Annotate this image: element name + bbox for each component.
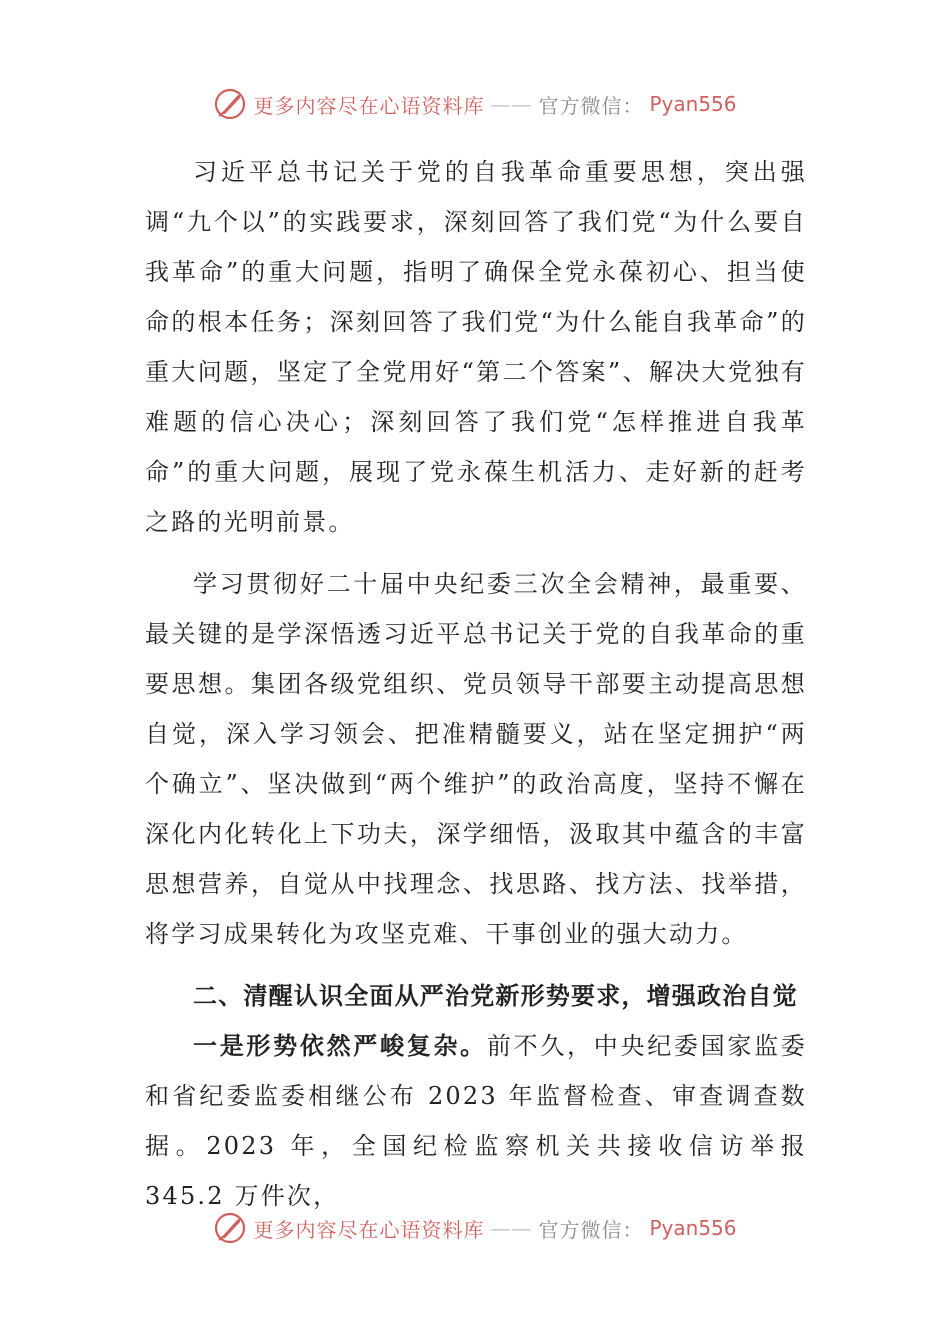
watermark-dash: ——: [490, 92, 533, 116]
quill-logo-icon: [213, 1211, 247, 1245]
watermark-label: 官方微信：: [538, 93, 644, 118]
document-body: [145, 147, 807, 1221]
paragraph-1: 习近平总书记关于党的自我革命重要思想，突出强调“九个以”的实践要求，深刻回答了我们党“为什么要自我革命”的重大问题，指明了确保全党永葆初心、担当使命的根本任务；深刻回答了我们党“为什么能自我革命”的重大问题，坚定了全党用好“第二个答案”、解决大党独有难题的信心决心；深刻回答了我们党“怎样推进自我革命”的重大问题，展现了党永葆生机活力、走好新的赶考之路的光明前景。: [145, 158, 807, 536]
watermark-account: Pyan556: [649, 1216, 737, 1240]
watermark-dash: ——: [490, 1216, 533, 1240]
watermark-brand: 更多内容尽在心语资料库: [253, 1217, 485, 1242]
watermark-header: [0, 84, 950, 124]
watermark-footer: [0, 1208, 950, 1248]
watermark-brand: 更多内容尽在心语资料库: [253, 93, 485, 118]
paragraph-3: [145, 1021, 807, 1221]
watermark-account: Pyan556: [649, 92, 737, 116]
paragraph-3-text: 前不久，中央纪委国家监委和省纪委监委相继公布 2023 年监督检查、审查调查数据。2023 年，全国纪检监察机关共接收信访举报 345.2 万件次，: [145, 1032, 808, 1210]
watermark-label: 官方微信：: [538, 1217, 644, 1242]
quill-logo-icon: [213, 87, 247, 121]
section-heading: 二、清醒认识全面从严治党新形势要求，增强政治自觉: [193, 982, 798, 1010]
paragraph-3-lead: 一是形势依然严峻复杂。: [193, 1032, 487, 1060]
paragraph-2: 学习贯彻好二十届中央纪委三次全会精神，最重要、最关键的是学深悟透习近平总书记关于党的自我革命的重要思想。集团各级党组织、党员领导干部要主动提高思想自觉，深入学习领会、把准精髓要义，站在坚定拥护“两个确立”、坚决做到“两个维护”的政治高度，坚持不懈在深化内化转化上下功夫，深学细悟，汲取其中蕴含的丰富思想营养，自觉从中找理念、找思路、找方法、找举措，将学习成果转化为攻坚克难、干事创业的强大动力。: [145, 570, 807, 948]
